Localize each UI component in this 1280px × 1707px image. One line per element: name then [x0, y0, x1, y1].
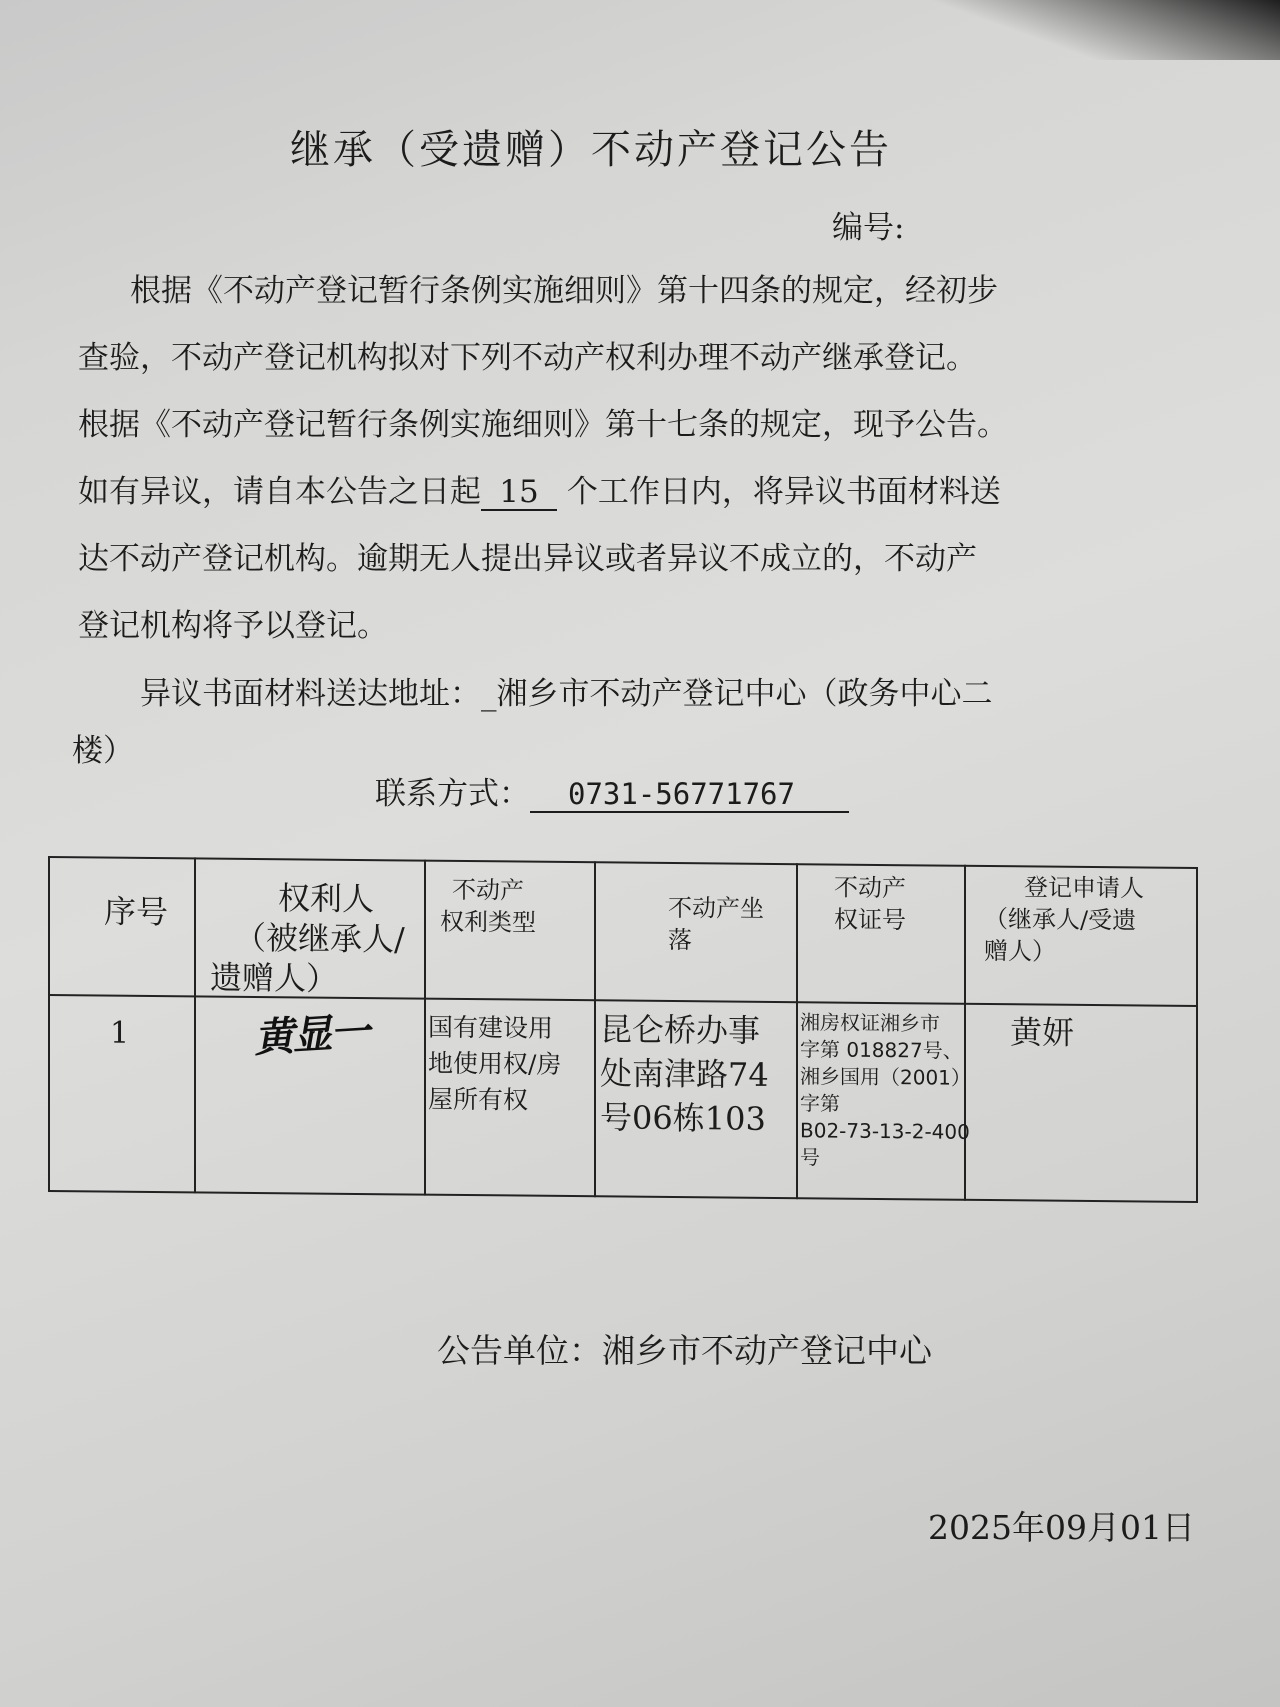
table-column-divider	[424, 860, 426, 1196]
cell-text: 屋所有权	[428, 1084, 529, 1115]
header-certificate	[834, 872, 906, 937]
contact-phone: 0731-56771767	[530, 777, 849, 813]
registration-table	[48, 856, 1198, 1203]
paragraph-line	[78, 459, 1158, 526]
objection-days: 15	[481, 475, 557, 511]
address-value: _湘乡市不动产登记中心（政务中心二	[481, 676, 993, 712]
address-continuation: 楼）	[72, 733, 134, 769]
table-column-divider	[594, 861, 596, 1197]
paragraph-line: 查验，不动产登记机构拟对下列不动产权利办理不动产继承登记。	[78, 340, 977, 376]
cell-text: 处南津路74	[600, 1054, 769, 1094]
paragraph-line: 登记机构将予以登记。	[78, 608, 388, 644]
header-text: 不动产	[452, 875, 524, 905]
contact-label: 联系方式：	[375, 776, 530, 812]
cell-text: 地使用权/房	[428, 1048, 562, 1079]
header-text: （继承人/受遗	[984, 904, 1137, 935]
corner-shadow	[860, 0, 1280, 60]
cell-text: 字第 018827号、	[800, 1037, 963, 1063]
cell-text: 国有建设用	[428, 1012, 554, 1043]
row-location	[600, 1007, 769, 1141]
header-text: 权证号	[834, 905, 906, 935]
cell-text: 昆仑桥办事	[600, 1010, 761, 1050]
header-text: （被继承人/	[234, 918, 405, 959]
row-applicant: 黄妍	[1010, 1013, 1075, 1052]
paragraph-text: 个工作日内，将异议书面材料送	[566, 474, 1001, 510]
row-certificate	[800, 1009, 971, 1173]
header-text: 权利人	[278, 879, 375, 919]
header-text: 登记申请人	[1024, 873, 1144, 903]
header-text: 遗赠人）	[210, 958, 339, 998]
cell-text: B02-73-13-2-400	[800, 1118, 970, 1144]
cell-text: 字第	[800, 1091, 840, 1116]
header-text: 权利类型	[440, 907, 536, 937]
header-text: 不动产坐	[668, 893, 764, 923]
cell-text: 号	[800, 1145, 820, 1170]
header-text: 不动产	[834, 873, 906, 903]
paragraph-text: 如有异议，请自本公告之日起	[78, 474, 481, 510]
announcement-date: 2025年09月01日	[928, 1508, 1195, 1547]
notice-title: 继承（受遗赠）不动产登记公告	[290, 127, 892, 173]
header-holder	[206, 878, 422, 1000]
cell-text: 湘房权证湘乡市	[800, 1010, 940, 1036]
header-text: 赠人）	[984, 936, 1056, 966]
table-column-divider	[796, 863, 798, 1199]
address-line	[140, 668, 993, 713]
header-right-type	[440, 874, 536, 939]
holder-signature: 黄显一	[252, 1008, 370, 1062]
row-right-type	[428, 1010, 561, 1119]
header-seq: 序号	[104, 892, 169, 932]
cell-text: 湘乡国用（2001）	[800, 1064, 971, 1090]
table-column-divider	[194, 857, 196, 1193]
address-label: 异议书面材料送达地址：	[140, 676, 481, 712]
row-seq: 1	[110, 1015, 130, 1051]
cell-text: 号06栋103	[600, 1098, 766, 1138]
header-text: 落	[668, 925, 692, 955]
paragraph-line: 根据《不动产登记暂行条例实施细则》第十七条的规定，现予公告。	[78, 407, 1008, 443]
header-applicant	[984, 871, 1144, 969]
header-location	[668, 892, 764, 957]
announcing-org: 公告单位：湘乡市不动产登记中心	[437, 1331, 932, 1370]
number-label: 编号:	[832, 210, 905, 246]
paragraph-line: 根据《不动产登记暂行条例实施细则》第十四条的规定，经初步	[130, 273, 998, 309]
paragraph-line: 达不动产登记机构。逾期无人提出异议或者异议不成立的，不动产	[78, 541, 977, 577]
contact-line	[375, 768, 849, 813]
notice-paragraph	[78, 258, 1158, 660]
